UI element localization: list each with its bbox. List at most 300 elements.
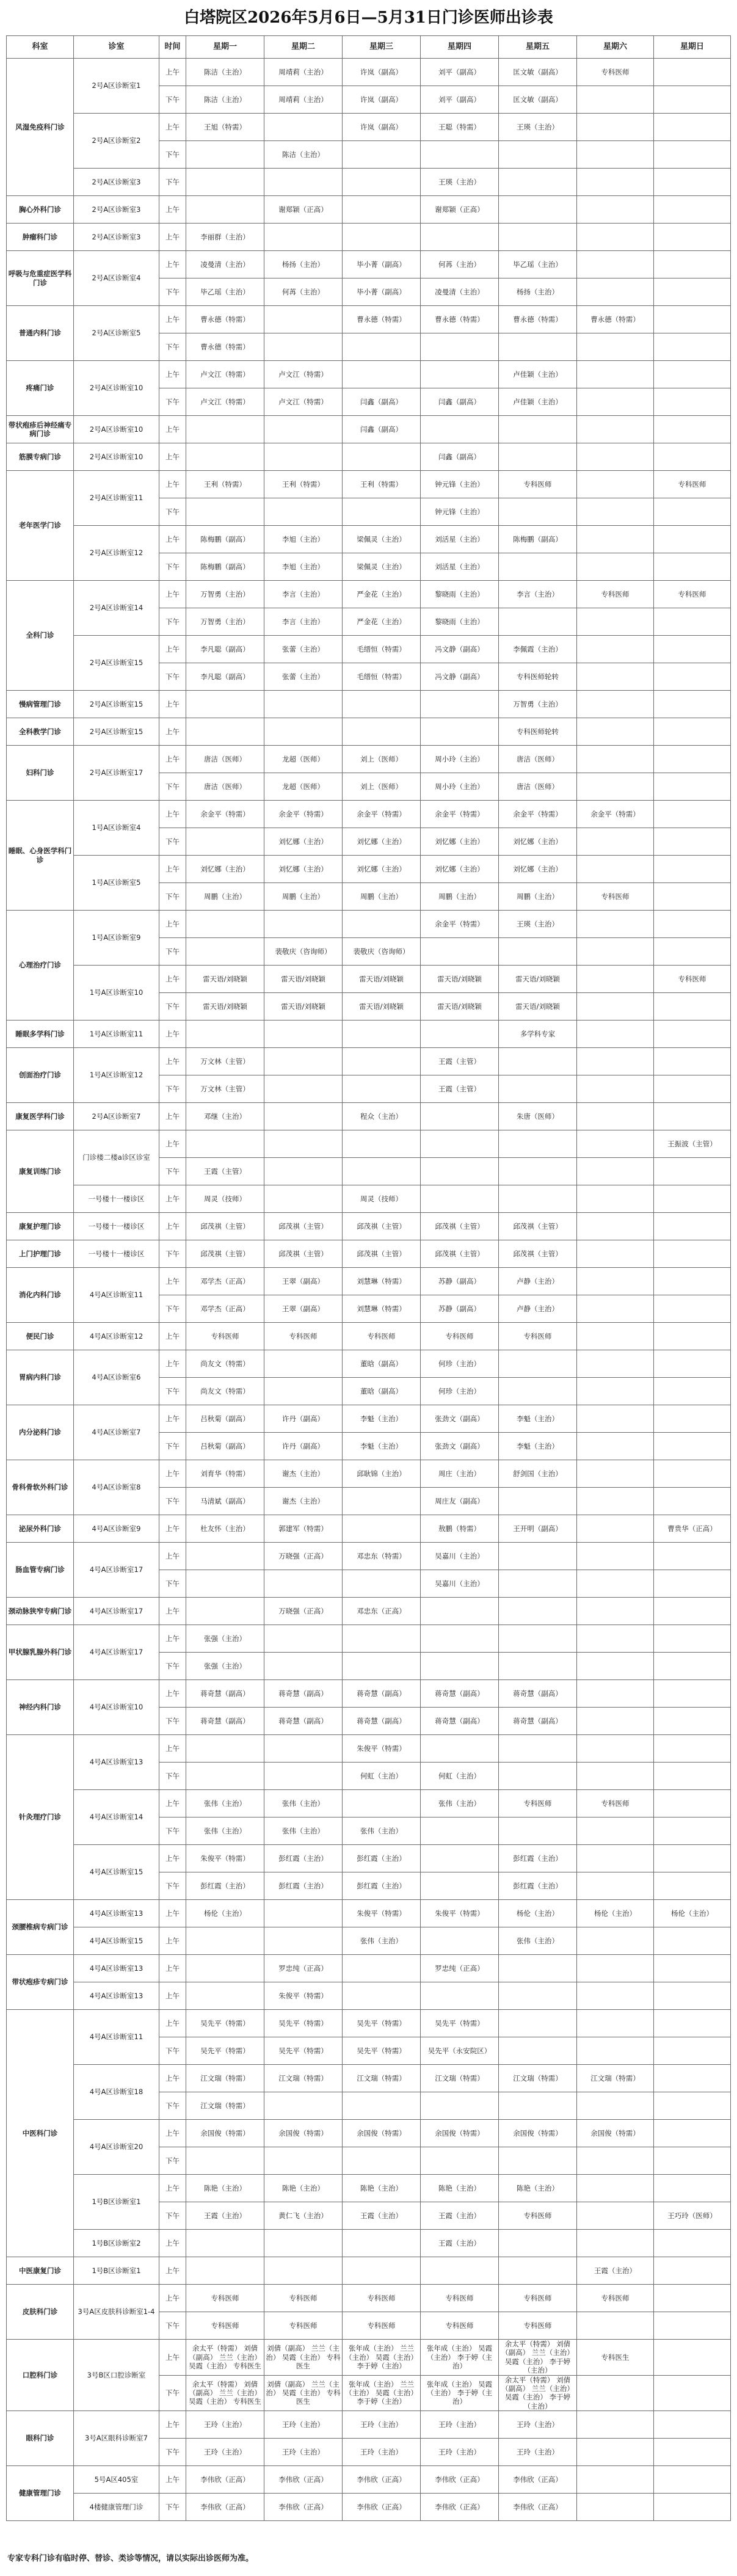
schedule-row	[7, 1735, 731, 1763]
doctor-cell: 王霞（主治）	[421, 2230, 499, 2257]
doctor-cell: 余太平（特需） 刘倩（副高） 兰兰（主治） 吴霞（主治） 专科医生	[186, 2375, 264, 2411]
doctor-cell	[654, 691, 731, 718]
doctor-cell	[577, 636, 654, 663]
doctor-cell: 李佩霞（主治）	[499, 636, 577, 663]
department-name: 神经内科门诊	[7, 1680, 74, 1735]
doctor-cell: 专科医师	[499, 2285, 577, 2312]
header-wed: 星期三	[343, 36, 421, 59]
doctor-cell: 周鹏（主治）	[421, 883, 499, 911]
doctor-cell	[654, 306, 731, 333]
time-slot: 下午	[159, 2312, 186, 2340]
time-slot: 上午	[159, 1103, 186, 1130]
doctor-cell: 刘上（医师）	[343, 746, 421, 773]
department-name: 创面治疗门诊	[7, 1048, 74, 1103]
room-name: 4号A区诊断室14	[74, 1790, 159, 1845]
doctor-cell: 董晗（副高）	[343, 1350, 421, 1378]
doctor-cell: 黎晓雨（主治）	[421, 608, 499, 636]
doctor-cell: 吕秋菊（副高）	[186, 1433, 264, 1460]
doctor-cell	[577, 1625, 654, 1653]
room-name: 1号B区诊断室1	[74, 2175, 159, 2230]
doctor-cell	[577, 1048, 654, 1075]
doctor-cell	[577, 278, 654, 306]
doctor-cell: 彭红霞（主治）	[343, 1845, 421, 1872]
doctor-cell	[186, 1927, 264, 1955]
doctor-cell	[186, 169, 264, 196]
doctor-cell: 多学科专家	[499, 1021, 577, 1048]
doctor-cell: 刘忆娜（主治）	[499, 828, 577, 856]
department-name: 妇科门诊	[7, 746, 74, 801]
doctor-cell: 张强（主治）	[186, 1653, 264, 1680]
doctor-cell: 专科医师	[264, 1323, 343, 1350]
doctor-cell: 邓学杰（正高）	[186, 1295, 264, 1323]
doctor-cell: 邱茂祺（主管）	[186, 1213, 264, 1240]
doctor-cell	[577, 2411, 654, 2439]
doctor-cell: 卢文江（特需）	[264, 388, 343, 416]
doctor-cell	[577, 1185, 654, 1213]
time-slot: 下午	[159, 993, 186, 1021]
doctor-cell: 刘倩（副高） 兰兰（主治） 吴霞（主治） 专科医生	[264, 2340, 343, 2376]
schedule-row	[7, 1185, 731, 1213]
department-name: 颈腰椎病专病门诊	[7, 1900, 74, 1955]
doctor-cell	[499, 1185, 577, 1213]
doctor-cell	[577, 2466, 654, 2494]
doctor-cell: 王旭（特需）	[186, 114, 264, 141]
doctor-cell	[343, 2147, 421, 2175]
doctor-cell: 彭红霞（主治）	[264, 1872, 343, 1900]
doctor-cell: 苏静（副高）	[421, 1295, 499, 1323]
time-slot: 上午	[159, 2257, 186, 2285]
time-slot: 上午	[159, 636, 186, 663]
room-name: 2号A区诊断室10	[74, 416, 159, 443]
doctor-cell	[654, 526, 731, 553]
time-slot: 上午	[159, 1460, 186, 1488]
doctor-cell: 蒋奇慧（副高）	[264, 1708, 343, 1735]
doctor-cell	[421, 691, 499, 718]
doctor-cell: 张伟（主治）	[186, 1817, 264, 1845]
doctor-cell	[499, 1158, 577, 1185]
doctor-cell: 王霞（主治）	[421, 2202, 499, 2230]
time-slot: 上午	[159, 224, 186, 251]
doctor-cell	[654, 1323, 731, 1350]
department-name: 泌尿外科门诊	[7, 1515, 74, 1543]
doctor-cell	[654, 1295, 731, 1323]
doctor-cell: 李伟欣（正高）	[343, 2494, 421, 2521]
room-name: 4号A区诊断室11	[74, 2010, 159, 2065]
doctor-cell: 朱俊平（特需）	[343, 1735, 421, 1763]
doctor-cell: 张伟（主治）	[499, 1927, 577, 1955]
doctor-cell	[654, 2230, 731, 2257]
doctor-cell	[654, 1158, 731, 1185]
doctor-cell: 余太平（特需） 刘倩（副高） 兰兰（主治） 吴霞（主治） 李于婷（主治）	[499, 2375, 577, 2411]
doctor-cell: 曹永德（特需）	[421, 306, 499, 333]
doctor-cell	[654, 883, 731, 911]
department-name: 胸心外科门诊	[7, 196, 74, 224]
doctor-cell	[577, 1130, 654, 1158]
doctor-cell	[577, 141, 654, 169]
schedule-row	[7, 2010, 731, 2037]
time-slot: 下午	[159, 86, 186, 114]
room-name: 4号A区诊断室7	[74, 1405, 159, 1460]
time-slot: 上午	[159, 581, 186, 608]
doctor-cell	[499, 2257, 577, 2285]
doctor-cell	[264, 1158, 343, 1185]
doctor-cell	[421, 1185, 499, 1213]
room-name: 3号A区皮肤科诊断室1-4	[74, 2285, 159, 2340]
doctor-cell	[654, 1955, 731, 1982]
schedule-row	[7, 691, 731, 718]
doctor-cell: 雷天语/刘晓颖	[499, 966, 577, 993]
doctor-cell: 吴先平（特需）	[421, 2010, 499, 2037]
room-name: 1号A区诊断室4	[74, 801, 159, 856]
doctor-cell: 卢文江（特需）	[186, 388, 264, 416]
doctor-cell	[654, 2037, 731, 2065]
doctor-cell	[577, 1268, 654, 1295]
time-slot: 下午	[159, 333, 186, 361]
room-name: 4号A区诊断室12	[74, 1323, 159, 1350]
doctor-cell: 余金平（特需）	[421, 801, 499, 828]
schedule-row	[7, 526, 731, 553]
doctor-cell: 蒋奇慧（副高）	[264, 1680, 343, 1708]
doctor-cell: 程众（主治）	[343, 1103, 421, 1130]
doctor-cell: 王翠（副高）	[264, 1295, 343, 1323]
doctor-cell	[343, 1982, 421, 2010]
room-name: 5号A区405室	[74, 2466, 159, 2494]
doctor-cell	[654, 828, 731, 856]
doctor-cell: 钟元锋（主治）	[421, 498, 499, 526]
doctor-cell: 王利（特需）	[343, 471, 421, 498]
doctor-cell	[577, 224, 654, 251]
doctor-cell: 吴先平（特需）	[343, 2010, 421, 2037]
doctor-cell	[654, 553, 731, 581]
doctor-cell	[499, 1817, 577, 1845]
doctor-cell: 邓忠东（正高）	[343, 1598, 421, 1625]
doctor-cell	[264, 169, 343, 196]
room-name: 4号A区诊断室13	[74, 1900, 159, 1927]
department-name: 呼吸与危重症医学科门诊	[7, 251, 74, 306]
doctor-cell: 彭红霞（主治）	[343, 1872, 421, 1900]
doctor-cell: 吴先平（特需）	[343, 2037, 421, 2065]
room-name: 4号A区诊断室20	[74, 2120, 159, 2175]
doctor-cell	[499, 1763, 577, 1790]
time-slot: 下午	[159, 2439, 186, 2466]
doctor-cell: 何苒（主治）	[421, 251, 499, 278]
room-name: 1号A区诊断室9	[74, 911, 159, 966]
doctor-cell	[654, 1075, 731, 1103]
doctor-cell: 刘忆娜（主治）	[421, 828, 499, 856]
doctor-cell	[654, 1598, 731, 1625]
doctor-cell: 许丹（副高）	[264, 1405, 343, 1433]
doctor-cell	[654, 333, 731, 361]
schedule-row	[7, 1240, 731, 1268]
doctor-cell	[264, 1378, 343, 1405]
doctor-cell: 卢文江（特需）	[186, 361, 264, 388]
doctor-cell: 杜友怀（主治）	[186, 1515, 264, 1543]
schedule-row	[7, 1405, 731, 1433]
time-slot: 下午	[159, 828, 186, 856]
doctor-cell: 专科医师	[654, 581, 731, 608]
doctor-cell	[577, 1378, 654, 1405]
doctor-cell	[577, 828, 654, 856]
department-name: 康复医学科门诊	[7, 1103, 74, 1130]
doctor-cell	[264, 1048, 343, 1075]
doctor-cell: 王玲（主治）	[499, 2439, 577, 2466]
doctor-cell: 邱耿锦（主治）	[343, 1460, 421, 1488]
schedule-row	[7, 251, 731, 278]
doctor-cell: 朱俊平（特需）	[343, 1900, 421, 1927]
doctor-cell	[577, 1323, 654, 1350]
doctor-cell: 专科医师	[421, 2285, 499, 2312]
doctor-cell	[654, 608, 731, 636]
doctor-cell	[577, 1982, 654, 2010]
doctor-cell	[264, 1653, 343, 1680]
doctor-cell: 刘平（副高）	[421, 86, 499, 114]
doctor-cell	[577, 333, 654, 361]
doctor-cell	[654, 1433, 731, 1460]
doctor-cell	[654, 114, 731, 141]
doctor-cell: 李魁（主治）	[499, 1405, 577, 1433]
doctor-cell	[343, 141, 421, 169]
doctor-cell: 李伟欣（正高）	[421, 2466, 499, 2494]
doctor-cell: 闫鑫（副高）	[343, 416, 421, 443]
doctor-cell	[264, 114, 343, 141]
doctor-cell	[186, 1543, 264, 1570]
footnote: 专家专科门诊有临时停、替诊、类诊等情况，请以实际出诊医师为准。	[7, 2554, 254, 2563]
doctor-cell	[654, 1625, 731, 1653]
time-slot: 上午	[159, 2120, 186, 2147]
department-name: 颈动脉狭窄专病门诊	[7, 1598, 74, 1625]
doctor-cell: 朱俊平（特需）	[421, 1900, 499, 1927]
doctor-cell	[421, 1158, 499, 1185]
doctor-cell: 吴嘉川（主治）	[421, 1570, 499, 1598]
doctor-cell: 毕乙瑶（主治）	[499, 251, 577, 278]
doctor-cell: 江文瑞（特需）	[421, 2065, 499, 2092]
doctor-cell	[577, 1763, 654, 1790]
doctor-cell: 刘忆娜（主治）	[499, 856, 577, 883]
doctor-cell	[264, 1570, 343, 1598]
schedule-row	[7, 224, 731, 251]
schedule-table	[6, 35, 731, 2521]
doctor-cell: 王玲（主治）	[421, 2439, 499, 2466]
time-slot: 上午	[159, 691, 186, 718]
doctor-cell: 张伟（主治）	[421, 1790, 499, 1817]
doctor-cell: 江文瑞（特需）	[186, 2092, 264, 2120]
doctor-cell	[654, 2065, 731, 2092]
doctor-cell	[577, 1488, 654, 1515]
schedule-row	[7, 2494, 731, 2521]
department-name: 睡眠多学科门诊	[7, 1021, 74, 1048]
doctor-cell	[577, 2439, 654, 2466]
doctor-cell: 吴先平（特需）	[186, 2010, 264, 2037]
schedule-row	[7, 1048, 731, 1075]
schedule-row	[7, 361, 731, 388]
doctor-cell	[186, 1763, 264, 1790]
schedule-row	[7, 443, 731, 471]
doctor-cell	[343, 498, 421, 526]
doctor-cell: 雷天语/刘晓颖	[186, 993, 264, 1021]
doctor-cell	[343, 1158, 421, 1185]
doctor-cell	[499, 1955, 577, 1982]
doctor-cell	[654, 1790, 731, 1817]
doctor-cell: 李伟欣（正高）	[343, 2466, 421, 2494]
doctor-cell: 李凡聪（副高）	[186, 636, 264, 663]
doctor-cell: 何虹（主治）	[421, 1763, 499, 1790]
department-name: 针灸理疗门诊	[7, 1735, 74, 1900]
doctor-cell: 李伟欣（正高）	[421, 2494, 499, 2521]
doctor-cell: 张伟（主治）	[343, 1927, 421, 1955]
department-name: 带状疱疹后神经痛专病门诊	[7, 416, 74, 443]
doctor-cell: 李魁（主治）	[343, 1405, 421, 1433]
department-name: 疼痛门诊	[7, 361, 74, 416]
doctor-cell: 李伟欣（正高）	[264, 2494, 343, 2521]
doctor-cell	[654, 1927, 731, 1955]
doctor-cell	[499, 1350, 577, 1378]
doctor-cell	[499, 553, 577, 581]
doctor-cell: 陈艳（主治）	[343, 2175, 421, 2202]
doctor-cell	[654, 773, 731, 801]
doctor-cell: 专科医师	[499, 1790, 577, 1817]
doctor-cell	[577, 1927, 654, 1955]
room-name: 4号A区诊断室8	[74, 1460, 159, 1515]
doctor-cell: 杨伦（主治）	[577, 1900, 654, 1927]
doctor-cell	[186, 1982, 264, 2010]
header-row	[7, 36, 731, 59]
room-name: 1号A区诊断室12	[74, 1048, 159, 1103]
doctor-cell: 冯文静（副高）	[421, 636, 499, 663]
doctor-cell	[577, 993, 654, 1021]
doctor-cell: 敖鹏（特需）	[421, 1515, 499, 1543]
doctor-cell	[654, 2175, 731, 2202]
room-name: 4楼健康管理门诊	[74, 2494, 159, 2521]
doctor-cell: 周鹏（主治）	[186, 883, 264, 911]
time-slot: 上午	[159, 856, 186, 883]
room-name: 4号A区诊断室13	[74, 1735, 159, 1790]
doctor-cell	[421, 938, 499, 966]
doctor-cell: 张蕾（主治）	[264, 636, 343, 663]
doctor-cell	[186, 1598, 264, 1625]
doctor-cell	[654, 86, 731, 114]
doctor-cell	[654, 1021, 731, 1048]
schedule-row	[7, 1268, 731, 1295]
doctor-cell	[499, 224, 577, 251]
doctor-cell: 专科医师	[186, 2312, 264, 2340]
doctor-cell	[186, 691, 264, 718]
doctor-cell	[186, 2147, 264, 2175]
room-name: 2号A区诊断室15	[74, 636, 159, 691]
time-slot: 下午	[159, 1488, 186, 1515]
doctor-cell: 余金平（特需）	[343, 801, 421, 828]
doctor-cell: 钟元锋（主治）	[421, 471, 499, 498]
room-name: 一号楼十一楼诊区	[74, 1240, 159, 1268]
doctor-cell: 余国俊（特需）	[421, 2120, 499, 2147]
doctor-cell: 王玲（主治）	[264, 2411, 343, 2439]
doctor-cell: 江文瑞（特需）	[186, 2065, 264, 2092]
doctor-cell	[654, 2411, 731, 2439]
doctor-cell	[421, 1021, 499, 1048]
doctor-cell: 江文瑞（特需）	[343, 2065, 421, 2092]
schedule-row	[7, 196, 731, 224]
doctor-cell: 王霞（主治）	[186, 2202, 264, 2230]
doctor-cell: 雷天语/刘晓颖	[499, 993, 577, 1021]
doctor-cell	[343, 1048, 421, 1075]
doctor-cell: 李魁（主治）	[343, 1433, 421, 1460]
doctor-cell: 陈梅鹏（副高）	[186, 526, 264, 553]
department-name: 内分泌科门诊	[7, 1405, 74, 1460]
doctor-cell: 专科医师	[343, 2285, 421, 2312]
doctor-cell: 周鹏（主治）	[343, 883, 421, 911]
doctor-cell: 卢静（主治）	[499, 1268, 577, 1295]
doctor-cell: 谢杰（主治）	[264, 1488, 343, 1515]
doctor-cell: 周灵（技师）	[186, 1185, 264, 1213]
time-slot: 下午	[159, 498, 186, 526]
doctor-cell	[264, 718, 343, 746]
doctor-cell	[343, 1515, 421, 1543]
time-slot: 下午	[159, 2147, 186, 2175]
doctor-cell	[577, 1460, 654, 1488]
doctor-cell	[577, 2037, 654, 2065]
doctor-cell: 许岚（副高）	[343, 59, 421, 86]
doctor-cell: 专科医师	[577, 1790, 654, 1817]
schedule-row	[7, 1103, 731, 1130]
doctor-cell	[499, 1735, 577, 1763]
doctor-cell: 王瑛（主治）	[421, 169, 499, 196]
doctor-cell: 邓学杰（正高）	[186, 1268, 264, 1295]
doctor-cell: 万晓强（正高）	[264, 1598, 343, 1625]
doctor-cell	[577, 86, 654, 114]
doctor-cell	[186, 1130, 264, 1158]
room-name: 4号A区诊断室9	[74, 1515, 159, 1543]
doctor-cell: 刘忆娜（主治）	[264, 856, 343, 883]
header-room: 诊室	[74, 36, 159, 59]
schedule-row	[7, 1350, 731, 1378]
doctor-cell: 曹永德（特需）	[186, 333, 264, 361]
schedule-row	[7, 581, 731, 608]
doctor-cell: 郭建军（特需）	[264, 1515, 343, 1543]
doctor-cell: 刘忆娜（主治）	[343, 856, 421, 883]
schedule-row	[7, 2257, 731, 2285]
doctor-cell	[343, 1955, 421, 1982]
doctor-cell	[577, 251, 654, 278]
doctor-cell: 彭红霞（主治）	[264, 1845, 343, 1872]
doctor-cell	[499, 1570, 577, 1598]
time-slot: 上午	[159, 2175, 186, 2202]
doctor-cell: 曹永德（特需）	[499, 306, 577, 333]
doctor-cell: 李旭（主治）	[264, 553, 343, 581]
header-thu: 星期四	[421, 36, 499, 59]
doctor-cell: 何虹（主治）	[343, 1763, 421, 1790]
doctor-cell	[264, 1900, 343, 1927]
doctor-cell	[654, 443, 731, 471]
schedule-row	[7, 2175, 731, 2202]
time-slot: 下午	[159, 1158, 186, 1185]
doctor-cell: 李伟欣（正高）	[186, 2494, 264, 2521]
doctor-cell	[577, 471, 654, 498]
doctor-cell	[186, 1570, 264, 1598]
doctor-cell	[264, 1927, 343, 1955]
time-slot: 上午	[159, 1543, 186, 1570]
doctor-cell: 卢佳颖（主治）	[499, 388, 577, 416]
schedule-row	[7, 746, 731, 773]
doctor-cell: 万晓强（正高）	[264, 1543, 343, 1570]
doctor-cell: 刘平（副高）	[421, 59, 499, 86]
doctor-cell	[577, 2010, 654, 2037]
time-slot: 上午	[159, 718, 186, 746]
doctor-cell	[264, 1130, 343, 1158]
doctor-cell: 凌曼清（主治）	[421, 278, 499, 306]
doctor-cell: 专科医生	[577, 2340, 654, 2376]
doctor-cell	[264, 1075, 343, 1103]
doctor-cell	[577, 1103, 654, 1130]
room-name: 门诊楼二楼a诊区诊室	[74, 1130, 159, 1185]
